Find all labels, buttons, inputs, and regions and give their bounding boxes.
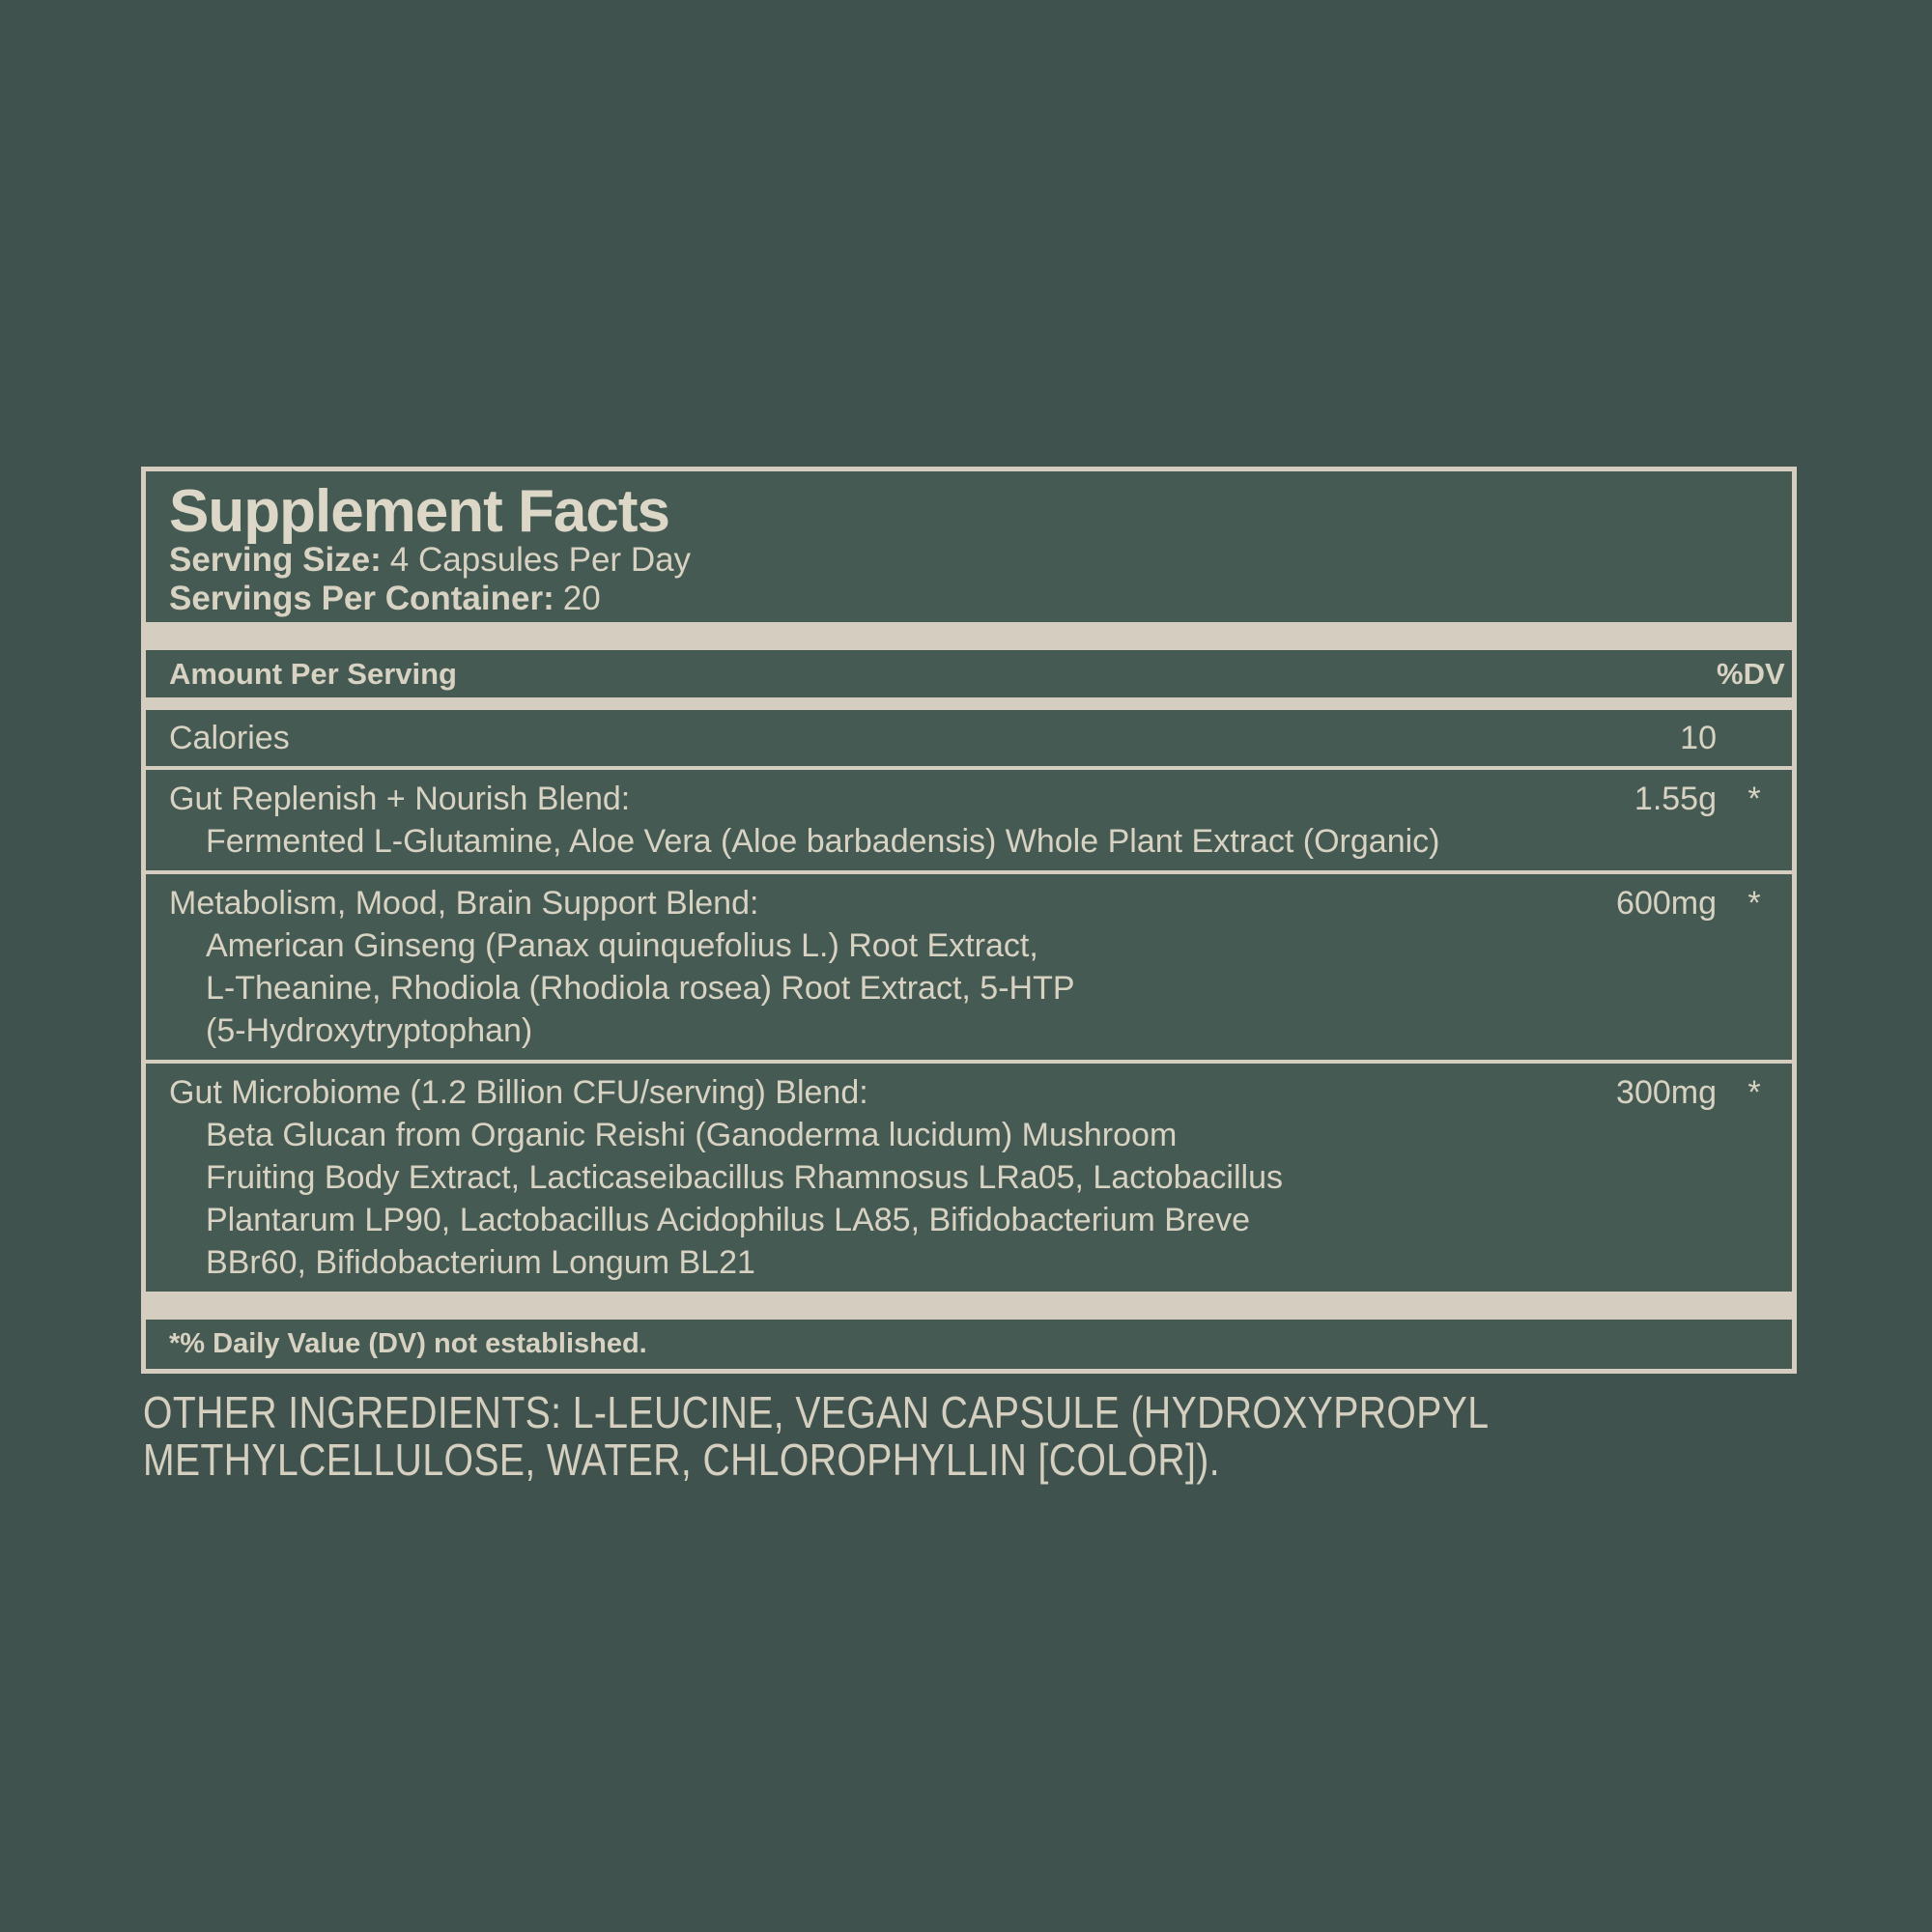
blend-ingredients-line: Fruiting Body Extract, Lacticaseibacillus Rhamnosus LRa05, Lactobacillus xyxy=(206,1159,1283,1196)
thick-divider-bottom xyxy=(146,1292,1792,1320)
supplement-facts-panel xyxy=(141,467,1797,1374)
thick-divider-top xyxy=(146,622,1792,650)
calories-label: Calories xyxy=(169,719,290,756)
servings-per-container-label: Servings Per Container: xyxy=(169,580,554,617)
calories-row xyxy=(146,710,1792,766)
calories-amount: 10 xyxy=(1680,719,1717,756)
other-ingredients-line-1: OTHER INGREDIENTS: L-LEUCINE, VEGAN CAPSULE (HYDROXYPROPYL xyxy=(143,1387,1490,1437)
blend-dv-asterisk: * xyxy=(1747,885,1761,922)
dv-header: %DV xyxy=(1717,656,1785,691)
blend-section-gut-microbiome xyxy=(146,1064,1792,1292)
other-ingredients-text xyxy=(143,1389,1621,1484)
dv-footnote: *% Daily Value (DV) not established. xyxy=(169,1328,647,1359)
blend-dv-asterisk: * xyxy=(1747,781,1761,817)
blend-ingredients-line: Plantarum LP90, Lactobacillus Acidophilus LA85, Bifidobacterium Breve xyxy=(206,1202,1251,1238)
blend-ingredients-line: L-Theanine, Rhodiola (Rhodiola rosea) Root Extract, 5-HTP xyxy=(206,970,1075,1007)
servings-per-container-row xyxy=(169,580,1769,618)
serving-size-value: 4 Capsules Per Day xyxy=(389,541,692,579)
serving-size-row xyxy=(169,541,1769,580)
blend-name: Gut Replenish + Nourish Blend: xyxy=(169,781,631,817)
blend-ingredients-line: Fermented L-Glutamine, Aloe Vera (Aloe barbadensis) Whole Plant Extract (Organic) xyxy=(206,823,1440,860)
blend-amount: 300mg xyxy=(1616,1074,1717,1111)
blend-section-metabolism xyxy=(146,874,1792,1060)
blend-name: Gut Microbiome (1.2 Billion CFU/serving) Blend: xyxy=(169,1074,868,1111)
blend-amount: 600mg xyxy=(1616,885,1717,922)
blend-amount: 1.55g xyxy=(1634,781,1717,817)
blend-ingredients-line: Beta Glucan from Organic Reishi (Ganoderma lucidum) Mushroom xyxy=(206,1117,1178,1153)
blend-name: Metabolism, Mood, Brain Support Blend: xyxy=(169,885,759,922)
blend-ingredients-line: (5-Hydroxytryptophan) xyxy=(206,1012,533,1049)
facts-title: Supplement Facts xyxy=(169,478,669,545)
blend-ingredients-line: American Ginseng (Panax quinquefolius L.) Root Extract, xyxy=(206,927,1038,964)
column-header-row xyxy=(146,650,1792,697)
servings-per-container-value: 20 xyxy=(562,580,601,617)
blend-ingredients-line: BBr60, Bifidobacterium Longum BL21 xyxy=(206,1244,755,1281)
other-ingredients-line-2: METHYLCELLULOSE, WATER, CHLOROPHYLLIN [COLOR]). xyxy=(143,1435,1221,1485)
mid-divider xyxy=(146,697,1792,710)
serving-size-label: Serving Size: xyxy=(169,541,382,579)
facts-header xyxy=(146,471,1792,622)
blend-dv-asterisk: * xyxy=(1747,1074,1761,1111)
amount-per-serving-header: Amount Per Serving xyxy=(169,656,457,691)
blend-section-gut-replenish xyxy=(146,770,1792,870)
